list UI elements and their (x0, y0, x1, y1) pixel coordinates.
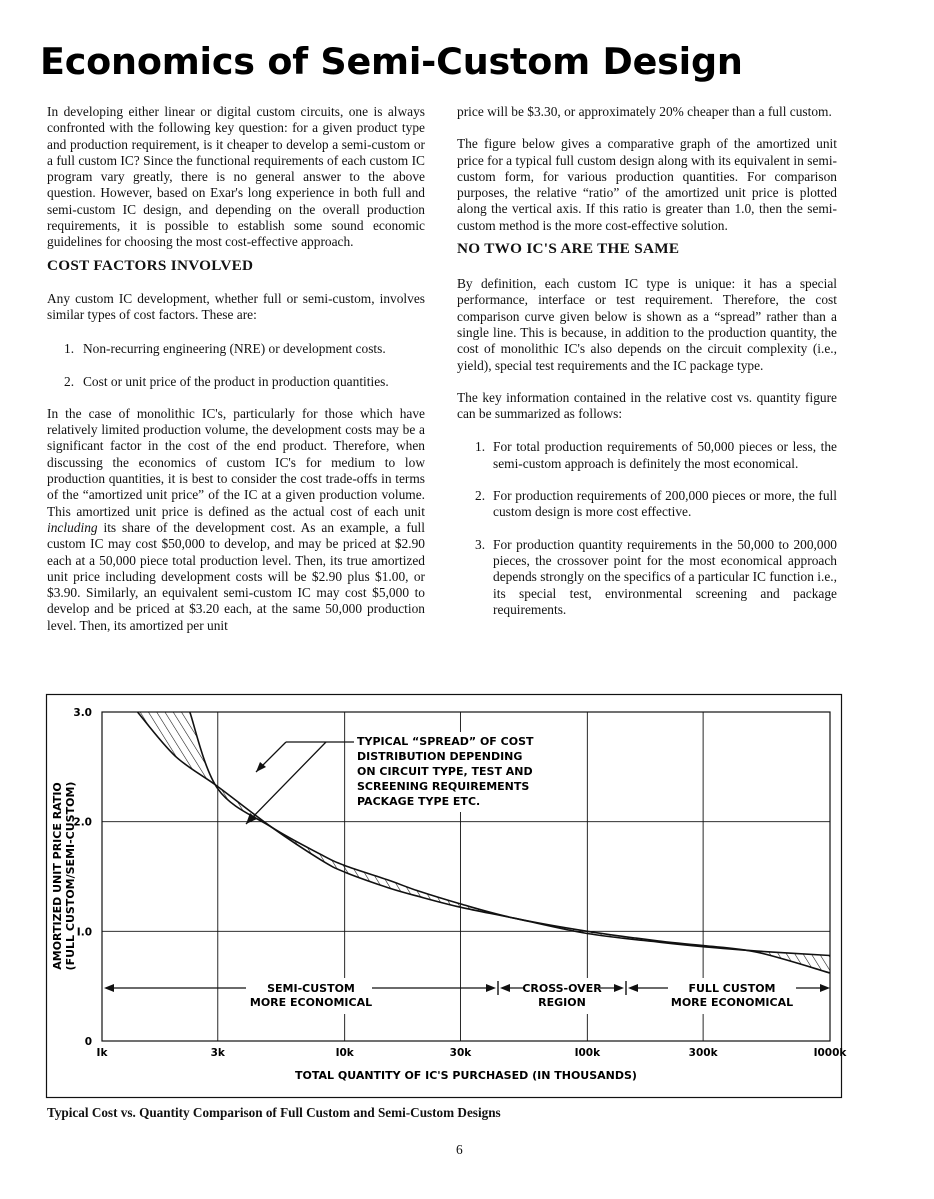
list-item-number: 1. (475, 439, 486, 455)
left-column (47, 104, 425, 634)
list-item (475, 439, 837, 472)
key-info-paragraph: The key information contained in the relative cost vs. quantity figure can be summarized as follows: (457, 389, 837, 422)
list-item-text: For production quantity requirements in the 50,000 to 200,000 pieces, the crossover point for the most economical approach depends strongly on the specifics of a particular IC function i.e., its special test, environmental screening and package requirements. (493, 536, 837, 617)
list-item-text: Cost or unit price of the product in production quantities. (83, 373, 389, 389)
x-tick-label: I0k (335, 1047, 354, 1059)
y-tick-label: 3.0 (73, 707, 92, 719)
crossover-label: CROSS-OVER (522, 982, 602, 995)
list-item-number: 2. (475, 488, 486, 504)
list-item (475, 488, 837, 521)
intro-paragraph: In developing either linear or digital custom circuits, one is always confronted with the following key question: for a given product type and production requirement, is it cheaper to develop a semi-custom or a full custom IC? Since the functional requirements of each custom IC program vary greatly, there is no general answer to the above question. However, based on Exar's long experience in both full and semi-custom IC design, and depending on the overall production requirements, it is possible to establish some sound economic guidelines for choosing the most cost-effective approach. (47, 104, 425, 250)
cost-factors-paragraph: Any custom IC development, whether full or semi-custom, involves similar types of cost factors. These are: (47, 290, 425, 322)
y-tick-label: 0 (84, 1036, 92, 1048)
list-item-number: 1. (64, 341, 75, 357)
right-column (457, 104, 837, 618)
page-number: 6 (456, 1142, 463, 1157)
full-custom-label: FULL CUSTOM (688, 982, 776, 995)
arrow-head (486, 984, 496, 992)
semi-custom-label: MORE ECONOMICAL (249, 996, 373, 1009)
annotation-line: ON CIRCUIT TYPE, TEST AND (357, 765, 533, 778)
list-item (64, 341, 425, 357)
amortized-text-end: its share of the development cost. As an example, a full custom IC may cost $50,000 to develop, and may be priced at $2.90 each at a 50,000 piece total production level. Then, its true amortized unit price including development costs will be $2.90 plus $1.00, or $3.90. Similarly, an equivalent semi-custom IC may cost $5,000 to develop and be priced at $3.20 each, at the same 50,000 production level. Then, its amortized per unit (47, 519, 425, 633)
y-tick-label: 2.0 (73, 816, 92, 829)
annotation-line: PACKAGE TYPE ETC. (357, 795, 481, 808)
y-tick-label: I.0 (76, 926, 92, 939)
y-axis-label-secondary: (FULL CUSTOM/SEMI-CUSTOM) (64, 781, 77, 971)
x-tick-label: 300k (688, 1047, 718, 1059)
section-heading-no-two-ics: NO TWO IC'S ARE THE SAME (457, 240, 680, 258)
y-axis-label: AMORTIZED UNIT PRICE RATIO (51, 782, 64, 970)
list-item-number: 2. (64, 373, 75, 389)
annotation-line: TYPICAL “SPREAD” OF COST (357, 735, 534, 748)
uniqueness-paragraph: By definition, each custom IC type is unique: it has a special performance, interface or test requirement. Therefore, the cost comparison curve given below is shown as a “spread” rather than a single line. This is because, in addition to the production quantity, the cost of monolithic IC's also depends on the circuit complexity (i.e., yield), special test requirements and the IC package type. (457, 276, 837, 373)
crossover-label: REGION (538, 996, 586, 1009)
arrow-head (614, 984, 624, 992)
full-custom-label: MORE ECONOMICAL (670, 996, 794, 1009)
region-labels (104, 978, 830, 1014)
list-item (475, 537, 837, 618)
arrow-head (104, 984, 114, 992)
list-item-text: For total production requirements of 50,000 pieces or less, the semi-custom approach is definitely the most economical. (493, 439, 837, 471)
x-axis-ticks (97, 1047, 848, 1059)
list-item-text: Non-recurring engineering (NRE) or development costs. (83, 341, 386, 357)
emphasis-including: including (47, 519, 98, 535)
spread-annotation (246, 732, 540, 824)
list-item (64, 374, 425, 390)
amortized-price-paragraph (47, 406, 425, 634)
arrow-head (628, 984, 638, 992)
arrow-head (820, 984, 830, 992)
annotation-pointer (246, 742, 326, 824)
figure-intro-paragraph: The figure below gives a comparative graph of the amortized unit price for a typical full custom design along with its equivalent in semi-custom form, for various production quantities. For comparison purposes, the relative “ratio” of the amortized unit price is plotted along the vertical axis. If this ratio is greater than 1.0, then the semi-custom method is the more cost-effective solution. (457, 136, 837, 233)
x-tick-label: I00k (574, 1047, 601, 1059)
cost-ratio-chart (46, 694, 847, 1098)
x-tick-label: 30k (449, 1047, 472, 1059)
section-heading-cost-factors: COST FACTORS INVOLVED (47, 256, 254, 274)
amortized-text-start: In the case of monolithic IC's, particularly for those which have relatively limited production volume, the development costs may be a significant factor in the cost of the end product. Therefore, when discussing the economics of custom IC's for medium to low production quantities, it is best to consider the cost trade-offs in terms of the “amortized unit price” of the IC at a given production volume. This amortized unit price is defined as the actual cost of each unit (47, 405, 425, 519)
continuation-paragraph: price will be $3.30, or approximately 20% cheaper than a full custom. (457, 104, 832, 119)
x-tick-label: I000k (813, 1047, 847, 1059)
x-tick-label: 3k (210, 1047, 225, 1059)
x-axis-label: TOTAL QUANTITY OF IC'S PURCHASED (IN THOUSANDS) (295, 1069, 637, 1082)
figure-caption: Typical Cost vs. Quantity Comparison of Full Custom and Semi-Custom Designs (47, 1105, 501, 1120)
list-item-text: For production requirements of 200,000 pieces or more, the full custom design is more cost effective. (493, 488, 837, 520)
x-tick-label: Ik (96, 1047, 108, 1059)
key-info-list (457, 439, 837, 618)
semi-custom-label: SEMI-CUSTOM (267, 982, 355, 995)
cost-factors-list (47, 341, 425, 390)
annotation-line: DISTRIBUTION DEPENDING (357, 750, 523, 763)
arrow-head (500, 984, 510, 992)
annotation-line: SCREENING REQUIREMENTS (357, 780, 530, 793)
page-title: Economics of Semi-Custom Design (40, 40, 743, 83)
list-item-number: 3. (475, 536, 486, 552)
